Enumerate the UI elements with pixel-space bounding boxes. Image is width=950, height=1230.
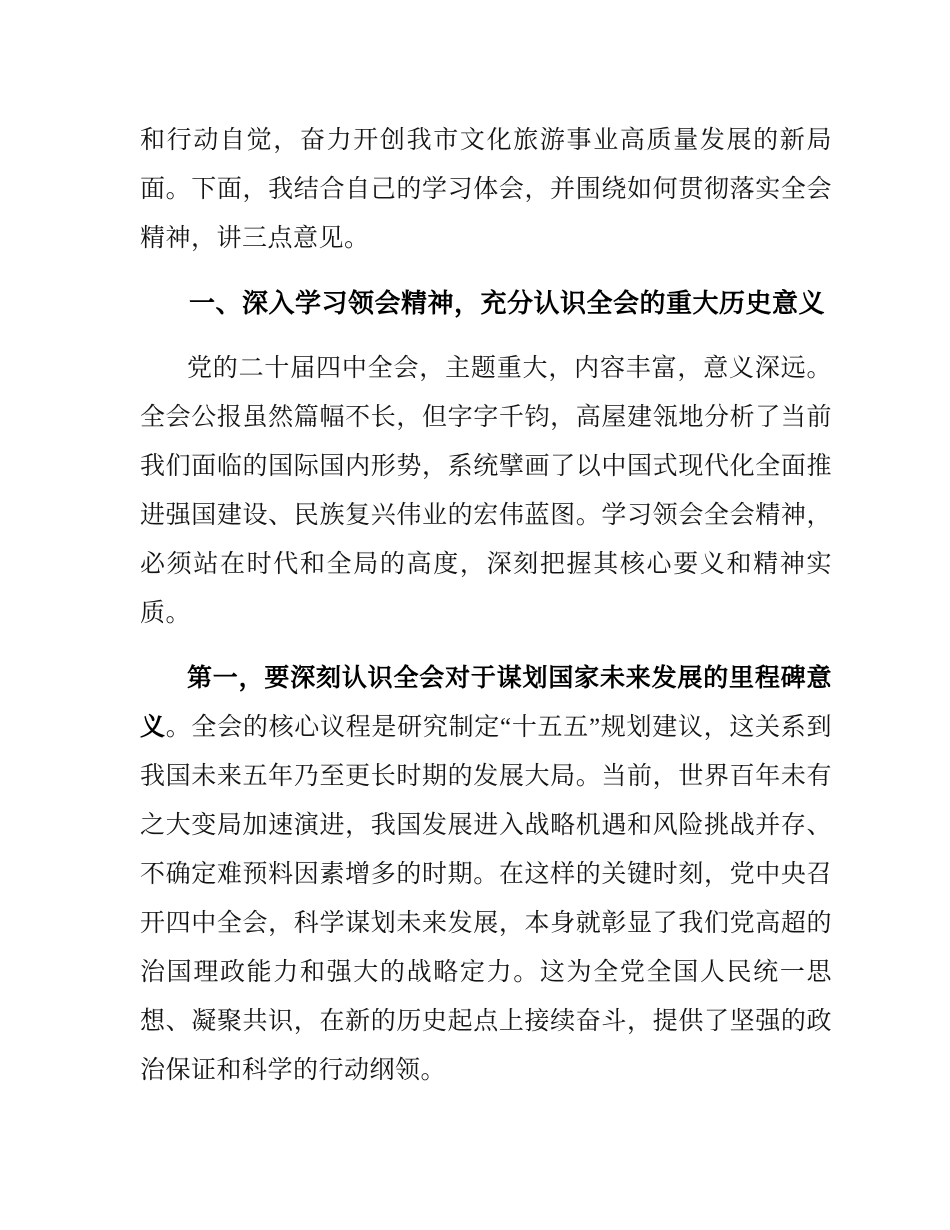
paragraph-body-2-text: 。全会的核心议程是研究制定“十五五”规划建议，这关系到我国未来五年乃至更长时期的发展大局。当前，世界百年未有之大变局加速演进，我国发展进入战略机遇和风险挑战并存、不确定难预料因素增多的时期。在这样的关键时刻，党中央召开四中全会，科学谋划未来发展，本身就彰显了我们党高超的治国理政能力和强大的战略定力。这为全党全国人民统一思想、凝聚共识，在新的历史起点上接续奋斗，提供了坚强的政治保证和科学的行动纲领。: [140, 714, 832, 1084]
paragraph-body-1: 党的二十届四中全会，主题重大，内容丰富，意义深远。全会公报虽然篇幅不长，但字字千钧，高屋建瓴地分析了当前我们面临的国际国内形势，系统擘画了以中国式现代化全面推进强国建设、民族复兴伟业的宏伟蓝图。学习领会全会精神，必须站在时代和全局的高度，深刻把握其核心要义和精神实质。: [140, 355, 832, 627]
paragraph-bold-lead: 第一，要深刻认识全会对于谋划国家未来发展的里程碑意义: [140, 664, 832, 741]
paragraph-body-2: [140, 654, 832, 1095]
paragraph-continuation: 和行动自觉，奋力开创我市文化旅游事业高质量发展的新局面。下面，我结合自己的学习体会，并围绕如何贯彻落实全会精神，讲三点意见。: [140, 127, 832, 252]
section-heading-1: 一、深入学习领会精神，充分认识全会的重大历史意义: [189, 288, 826, 318]
